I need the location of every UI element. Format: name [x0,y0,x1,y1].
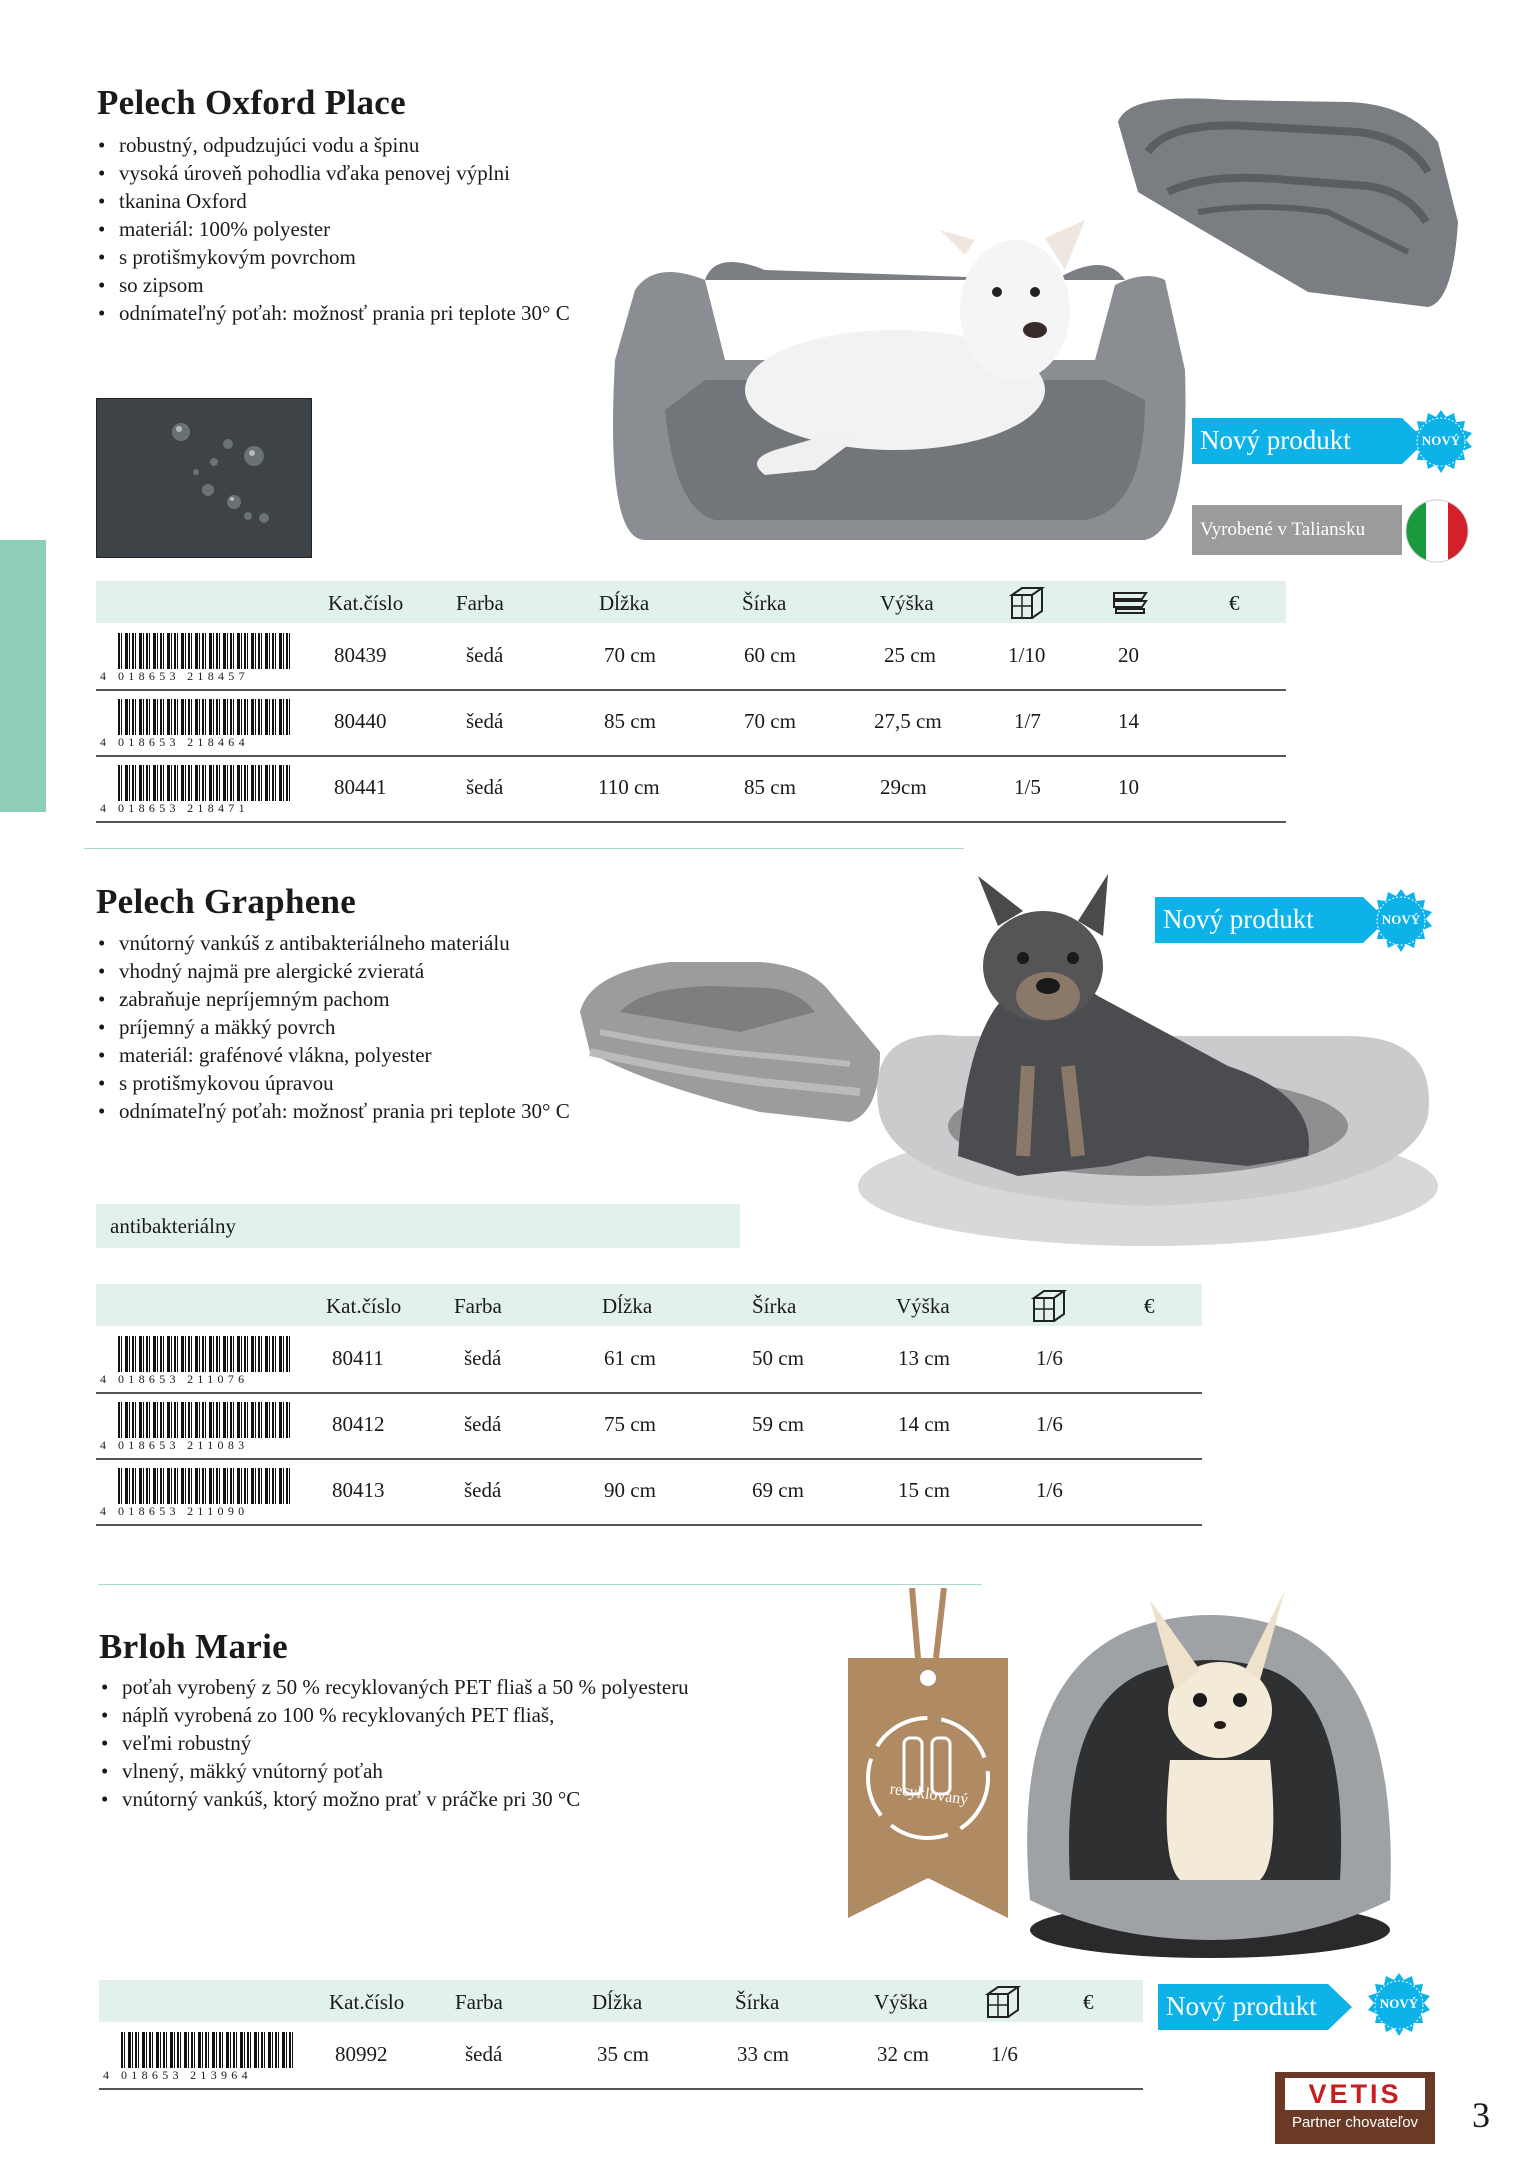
feature-item: • tkanina Oxford [96,187,570,215]
col-vyska: Výška [874,1990,928,2014]
farba: šedá [464,1346,502,1370]
sirka: 33 cm [737,2042,789,2066]
pallet-qty: 14 [1118,709,1139,733]
sirka: 70 cm [744,709,796,733]
barcode: 4 018653 211090 [100,1468,290,1516]
new-product-label: Nový produkt [1163,904,1314,934]
section-divider [84,848,964,849]
col-sirka: Šírka [752,1294,797,1318]
brand-tagline: Partner chovateľov [1291,2114,1419,2131]
table-row [96,689,1286,757]
col-kat: Kat.číslo [326,1294,402,1318]
table-row [96,1392,1202,1460]
table-row [96,1458,1202,1526]
col-price: € [1083,1990,1094,2014]
new-seal-icon: NOVÝ [1408,409,1474,475]
section-divider [98,1584,982,1585]
feature-item: • materiál: grafénové vlákna, polyester [96,1041,570,1069]
feature-item: • veľmi robustný [99,1729,689,1757]
dlzka: 70 cm [604,643,656,667]
col-farba: Farba [455,1990,503,2014]
feature-item: • vnútorný vankúš z antibakteriálneho materiálu [96,929,570,957]
kat-cislo: 80412 [332,1412,385,1436]
barcode: 4 018653 218471 [100,765,290,813]
feature-item: • zabraňuje nepríjemným pachom [96,985,570,1013]
barcode: 4 018653 211083 [100,1402,290,1450]
sirka: 69 cm [752,1478,804,1502]
box-qty: 1/6 [1036,1346,1063,1370]
barcode: 4 018653 218464 [100,699,290,747]
antibacterial-label: antibakteriálny [110,1214,236,1238]
side-color-tab [0,540,46,812]
kat-cislo: 80992 [335,2042,388,2066]
section1-title: Pelech Oxford Place [97,83,406,122]
dlzka: 35 cm [597,2042,649,2066]
feature-item: • s protišmykovou úpravou [96,1069,570,1097]
new-seal-icon: NOVÝ [1368,888,1434,954]
pallet-icon [1112,589,1148,620]
farba: šedá [465,2042,503,2066]
table-header [96,1284,1202,1326]
col-dlzka: Dĺžka [592,1990,643,2014]
col-kat: Kat.číslo [329,1990,405,2014]
barcode: 4 018653 218457 [100,633,290,681]
italian-flag-icon [1402,498,1472,569]
farba: šedá [464,1412,502,1436]
box-icon [984,1984,1022,2025]
feature-item: • odnímateľný poťah: možnosť prania pri teplote 30° C [96,299,570,327]
sirka: 50 cm [752,1346,804,1370]
farba: šedá [466,709,504,733]
box-icon [1030,1288,1068,1329]
barcode: 4 018653 211076 [100,1336,290,1384]
col-price: € [1144,1294,1155,1318]
pallet-qty: 20 [1118,643,1139,667]
table-row [96,1326,1202,1394]
cave-bed-with-dog-image [1010,1560,1410,1960]
sirka: 59 cm [752,1412,804,1436]
kat-cislo: 80411 [332,1346,384,1370]
feature-item: • materiál: 100% polyester [96,215,570,243]
section1-features [96,131,570,327]
feature-item: • náplň vyrobená zo 100 % recyklovaných PET fliaš, [99,1701,689,1729]
farba: šedá [466,775,504,799]
section2-title: Pelech Graphene [96,882,357,921]
vyska: 14 cm [898,1412,950,1436]
table-row [99,2022,1143,2090]
col-sirka: Šírka [742,591,787,615]
kat-cislo: 80441 [334,775,387,799]
pallet-qty: 10 [1118,775,1139,799]
box-qty: 1/7 [1014,709,1041,733]
sirka: 85 cm [744,775,796,799]
page-number: 3 [1472,2095,1490,2135]
recycled-tag-icon [838,1588,1018,1918]
feature-item: • so zipsom [96,271,570,299]
kat-cislo: 80439 [334,643,387,667]
box-qty: 1/6 [1036,1412,1063,1436]
farba: šedá [464,1478,502,1502]
box-qty: 1/10 [1008,643,1046,667]
farba: šedá [466,643,504,667]
feature-item: • poťah vyrobený z 50 % recyklovaných PET fliaš a 50 % polyesteru [99,1673,689,1701]
col-farba: Farba [456,591,504,615]
fabric-swatch-image [96,398,312,558]
box-qty: 1/6 [991,2042,1018,2066]
table-row [96,755,1286,823]
col-dlzka: Dĺžka [602,1294,653,1318]
new-product-badge [1192,412,1412,464]
brand-name: VETIS [1285,2078,1425,2110]
sirka: 60 cm [744,643,796,667]
new-seal-icon: NOVÝ [1366,1972,1432,2038]
feature-item: • vhodný najmä pre alergické zvieratá [96,957,570,985]
origin-label: Vyrobené v Taliansku [1200,519,1366,540]
origin-badge [1192,505,1402,555]
col-vyska: Výška [880,591,934,615]
section3-features [99,1673,689,1813]
dlzka: 110 cm [598,775,660,799]
vyska: 13 cm [898,1346,950,1370]
antibacterial-tag [96,1204,740,1248]
col-price: € [1229,591,1240,615]
graphene-stacked-beds-image [560,932,890,1132]
feature-item: • vnútorný vankúš, ktorý možno prať v práčke pri 30 °C [99,1785,689,1813]
box-qty: 1/6 [1036,1478,1063,1502]
new-product-badge [1158,1978,1378,2030]
dlzka: 85 cm [604,709,656,733]
col-vyska: Výška [896,1294,950,1318]
kat-cislo: 80440 [334,709,387,733]
section2-features [96,929,570,1125]
feature-item: • príjemný a mäkký povrch [96,1013,570,1041]
feature-item: • odnímateľný poťah: možnosť prania pri teplote 30° C [96,1097,570,1125]
vetis-logo [1275,2072,1435,2144]
vyska: 25 cm [884,643,936,667]
oxford-bed-with-dog-image [605,210,1195,550]
kat-cislo: 80413 [332,1478,385,1502]
barcode: 4 018653 213964 [103,2032,293,2080]
vyska: 15 cm [898,1478,950,1502]
col-farba: Farba [454,1294,502,1318]
dlzka: 75 cm [604,1412,656,1436]
recycled-label: recyklovaný [888,1780,970,1809]
col-kat: Kat.číslo [328,591,404,615]
box-icon [1008,585,1046,626]
feature-item: • vlnený, mäkký vnútorný poťah [99,1757,689,1785]
new-product-label: Nový produkt [1166,1991,1317,2021]
col-dlzka: Dĺžka [599,591,650,615]
table-header [96,581,1286,623]
vyska: 27,5 cm [874,709,942,733]
table-row [96,623,1286,691]
feature-item: • s protišmykovým povrchom [96,243,570,271]
vyska: 29cm [880,775,927,799]
new-product-badge [1155,891,1375,943]
dlzka: 90 cm [604,1478,656,1502]
section3-title: Brloh Marie [99,1627,288,1666]
feature-item: • vysoká úroveň pohodlia vďaka penovej výplni [96,159,570,187]
new-product-label: Nový produkt [1200,425,1351,455]
col-sirka: Šírka [735,1990,780,2014]
feature-item: • robustný, odpudzujúci vodu a špinu [96,131,570,159]
vyska: 32 cm [877,2042,929,2066]
dlzka: 61 cm [604,1346,656,1370]
box-qty: 1/5 [1014,775,1041,799]
table-header [99,1980,1143,2022]
